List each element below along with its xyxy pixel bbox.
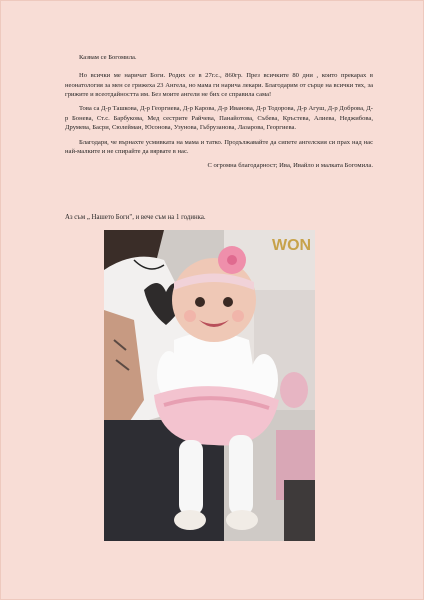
letter-paragraph-1: Но всички ме наричат Боги. Родих се в 27г.с., 860гр. През всичките 80 дни , които прекарах в неонатология за мен се грижеха 23 Ангела, но мама ги нарича лекари. Благодарим от сърце на всички тях, за грижите и всеотдайността им. Без моите ангели не бих се справила сама! bbox=[65, 72, 373, 99]
photo-caption: Аз съм „ Нашето Боги", и вече съм на 1 годинка. bbox=[65, 214, 206, 221]
letter-paragraph-3: Благодаря, че върнахте усмивката на мама и татко. Продължавайте да сипете ангелския си прах над нас най-малките и не спирайте да вярвате в нас. bbox=[65, 138, 373, 155]
letter-greeting: Казвам се Богомила. bbox=[79, 54, 137, 61]
letter-paragraph-2: Това са Д-р Ташкова, Д-р Георгиева, Д-р Карова, Д-р Иванова, Д-р Тодорова, Д-р Агуш, Д-р Доброва, Д-р Бонева, Ст.с. Барбукова, Мед сестрите Райчева, Панайотова, Събева, Кръстева, Алиева, Неджибова, Друмева, Басри, Сюлейман, Юсонова, Узунова, Гьбрузанова, Лазарова, Георгиева. bbox=[65, 105, 373, 132]
wall-sign: WON bbox=[272, 237, 312, 254]
baby-photo bbox=[104, 230, 315, 541]
letter-text bbox=[65, 53, 373, 176]
letter-signature: С огромна благодарност; Ива, Ивайло и малката Богомила. bbox=[207, 162, 373, 170]
